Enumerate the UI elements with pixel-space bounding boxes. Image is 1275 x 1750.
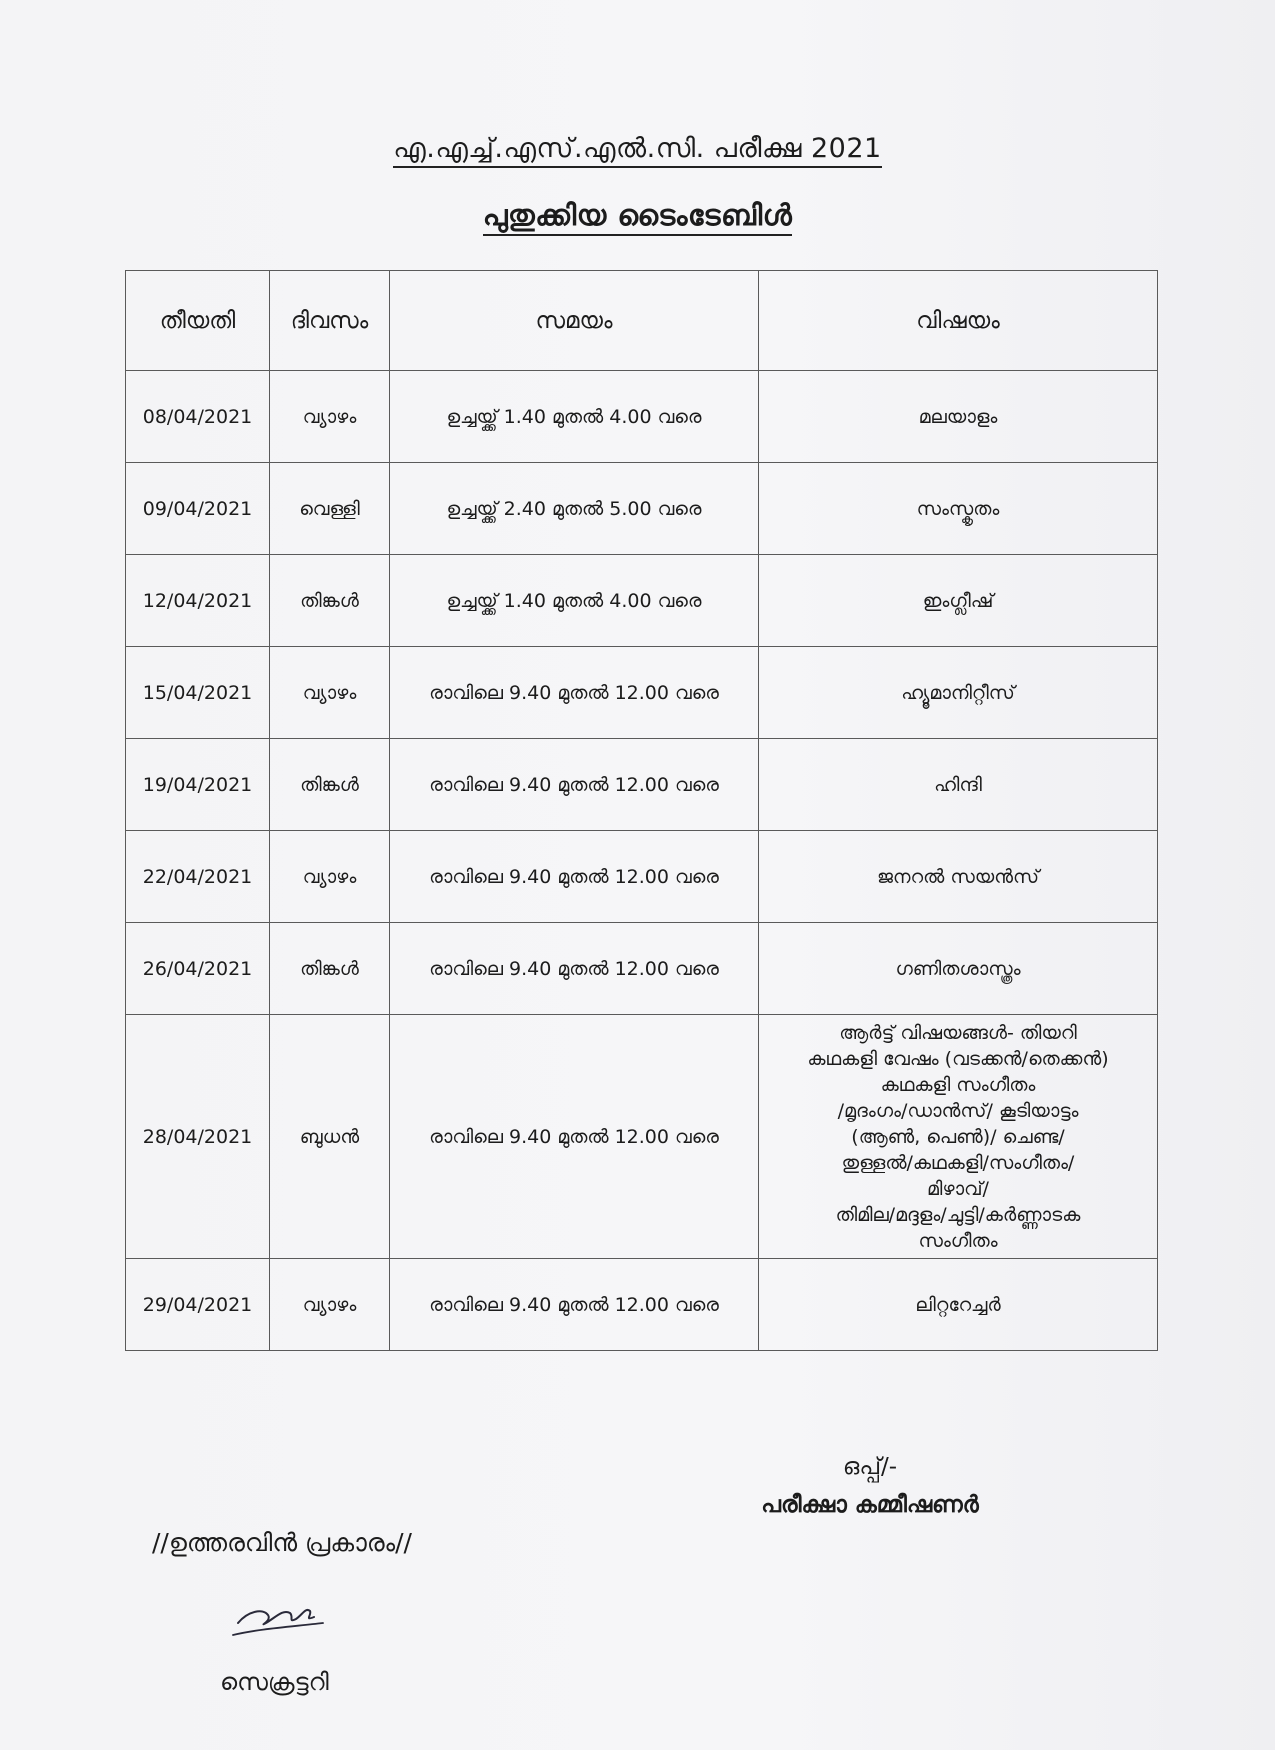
- subject-line: സംഗീതം: [918, 1229, 998, 1252]
- row-date: 28/04/2021: [126, 1015, 270, 1259]
- row-subject: മലയാളം: [759, 371, 1158, 463]
- document-title: എ.എച്ച്.എസ്.എൽ.സി. പരീക്ഷ 2021: [0, 133, 1275, 165]
- row-subject: [759, 1015, 1158, 1259]
- row-day: ബുധൻ: [270, 1015, 390, 1259]
- row-date: 22/04/2021: [126, 831, 270, 923]
- row-time: രാവിലെ 9.40 മുതൽ 12.00 വരെ: [390, 647, 759, 739]
- row-time: ഉച്ചയ്ക്ക് 1.40 മുതൽ 4.00 വരെ: [390, 371, 759, 463]
- row-day: തിങ്കൾ: [270, 555, 390, 647]
- subject-line: തുള്ളൽ/കഥകളി/സംഗീതം/: [841, 1151, 1075, 1174]
- row-subject: ഇംഗ്ലീഷ്: [759, 555, 1158, 647]
- row-date: 19/04/2021: [126, 739, 270, 831]
- handwritten-signature: [228, 1593, 328, 1643]
- row-subject: ഹിന്ദി: [759, 739, 1158, 831]
- row-time: ഉച്ചയ്ക്ക് 1.40 മുതൽ 4.00 വരെ: [390, 555, 759, 647]
- subject-line: (ആൺ, പെൺ)/ ചെണ്ട/: [851, 1125, 1065, 1148]
- table-row: [126, 371, 1158, 463]
- row-subject: ഹ്യൂമാനിറ്റീസ്: [759, 647, 1158, 739]
- row-date: 08/04/2021: [126, 371, 270, 463]
- row-subject: ജനറൽ സയൻസ്: [759, 831, 1158, 923]
- row-day: വ്യാഴം: [270, 371, 390, 463]
- column-header-date: തീയതി: [126, 271, 270, 371]
- row-day: വെള്ളി: [270, 463, 390, 555]
- table-row: [126, 1015, 1158, 1259]
- signed-note: ഒപ്പ്/-: [842, 1454, 898, 1480]
- row-day: തിങ്കൾ: [270, 739, 390, 831]
- signatory-title: പരീക്ഷാ കമ്മീഷണർ: [761, 1492, 979, 1518]
- subject-line: ആർട്ട് വിഷയങ്ങൾ- തിയറി: [839, 1021, 1077, 1044]
- table-row: [126, 739, 1158, 831]
- timetable: [125, 270, 1158, 1351]
- row-subject: ഗണിതശാസ്ത്രം: [759, 923, 1158, 1015]
- document-subtitle: പുതുക്കിയ ടൈംടേബിൾ: [0, 198, 1275, 233]
- column-header-day: ദിവസം: [270, 271, 390, 371]
- row-day: വ്യാഴം: [270, 1259, 390, 1351]
- secretary-title: സെക്രട്ടറി: [220, 1668, 329, 1696]
- row-subject: സംസ്കൃതം: [759, 463, 1158, 555]
- row-subject: ലിറ്ററേച്ചർ: [759, 1259, 1158, 1351]
- row-time: രാവിലെ 9.40 മുതൽ 12.00 വരെ: [390, 739, 759, 831]
- row-date: 26/04/2021: [126, 923, 270, 1015]
- row-time: രാവിലെ 9.40 മുതൽ 12.00 വരെ: [390, 1015, 759, 1259]
- table-row: [126, 463, 1158, 555]
- row-date: 12/04/2021: [126, 555, 270, 647]
- column-header-time: സമയം: [390, 271, 759, 371]
- table-row: [126, 555, 1158, 647]
- row-date: 15/04/2021: [126, 647, 270, 739]
- commissioner-signature-block: [700, 1448, 1040, 1524]
- subject-line: മിഴാവ്/: [927, 1177, 989, 1200]
- row-date: 09/04/2021: [126, 463, 270, 555]
- row-time: ഉച്ചയ്ക്ക് 2.40 മുതൽ 5.00 വരെ: [390, 463, 759, 555]
- table-row: [126, 923, 1158, 1015]
- order-note: //ഉത്തരവിൻ പ്രകാരം//: [152, 1528, 412, 1557]
- row-time: രാവിലെ 9.40 മുതൽ 12.00 വരെ: [390, 1259, 759, 1351]
- row-day: വ്യാഴം: [270, 647, 390, 739]
- table-row: [126, 831, 1158, 923]
- subject-line: തിമില/മദ്ദളം/ചുട്ടി/കർണ്ണാടക: [835, 1203, 1081, 1226]
- table-row: [126, 1259, 1158, 1351]
- row-day: വ്യാഴം: [270, 831, 390, 923]
- row-date: 29/04/2021: [126, 1259, 270, 1351]
- row-day: തിങ്കൾ: [270, 923, 390, 1015]
- column-header-subject: വിഷയം: [759, 271, 1158, 371]
- table-row: [126, 647, 1158, 739]
- subject-line: കഥകളി സംഗീതം: [880, 1073, 1036, 1096]
- subject-line: കഥകളി വേഷം (വടക്കൻ/തെക്കൻ): [807, 1047, 1109, 1070]
- row-time: രാവിലെ 9.40 മുതൽ 12.00 വരെ: [390, 831, 759, 923]
- table-header-row: [126, 271, 1158, 371]
- subject-line: /മൃദംഗം/ഡാൻസ്/ കൂടിയാട്ടം: [837, 1099, 1079, 1122]
- row-time: രാവിലെ 9.40 മുതൽ 12.00 വരെ: [390, 923, 759, 1015]
